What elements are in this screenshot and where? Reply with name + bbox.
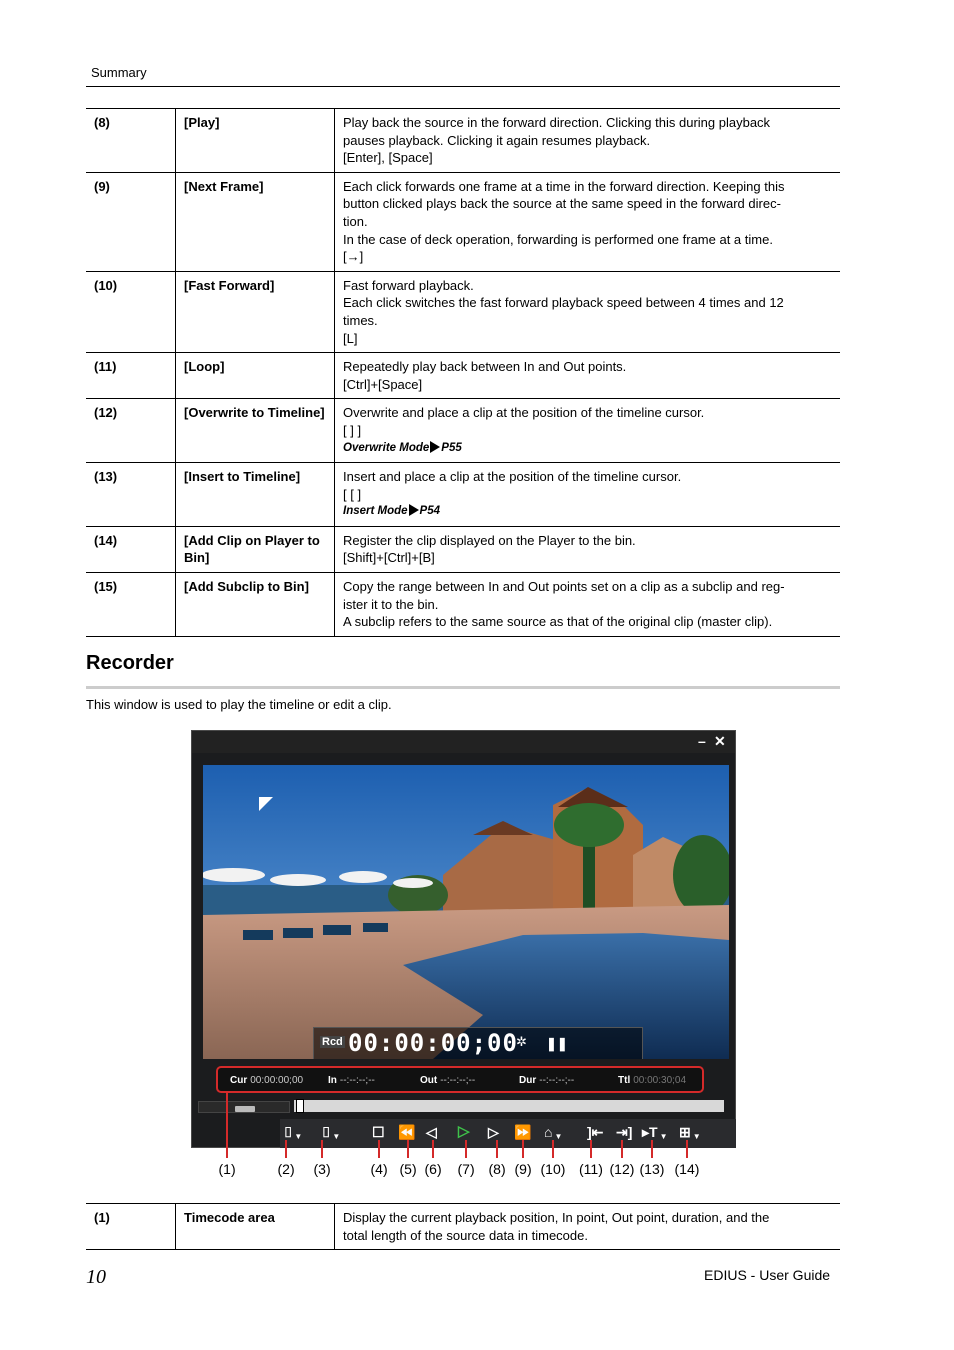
play-icon[interactable] [458,1124,470,1140]
control-glyph: ⏩ [514,1124,532,1140]
row-description [335,526,841,572]
row-number: (8) [86,109,176,173]
callout-label: (12) [609,1161,635,1177]
row-description [335,1204,841,1250]
description-line: Play back the source in the forward direction. Clicking this during playback [343,115,771,130]
description-line: Each click forwards one frame at a time in the forward direction. Keeping this [343,178,785,194]
description-line: [ ] ] [343,422,362,438]
description-line: Overwrite and place a clip at the position of the timeline cursor. [343,405,705,421]
resort-pool-image [203,765,729,1059]
callout-label: (5) [399,1161,417,1177]
callout-line [590,1140,592,1158]
close-icon[interactable]: ✕ [714,733,726,749]
row-number: (9) [86,172,176,271]
callout-line [321,1140,323,1158]
position-bar[interactable] [198,1099,724,1113]
video-preview [203,765,729,1059]
recorder-titlebar [192,731,735,753]
control-glyph: ☐ [372,1124,385,1140]
row-button-name: [Insert to Timeline] [176,463,335,527]
add-subclip-icon[interactable] [679,1124,701,1145]
control-glyph: ⏪ [398,1124,416,1140]
reference-text: Insert Mode [343,505,408,518]
callout-label: (6) [424,1161,442,1177]
guide-title: EDIUS - User Guide [704,1267,831,1283]
table-row [86,573,840,637]
row-number: (11) [86,353,176,399]
timecode-overlay [313,1027,643,1059]
overwrite-icon[interactable] [587,1124,603,1140]
cross-reference-link[interactable] [343,440,832,458]
row-button-name: [Next Frame] [176,172,335,271]
callout-label: (14) [674,1161,700,1177]
callout-label: (2) [277,1161,295,1177]
reference-page: P54 [419,505,441,518]
row-number: (1) [86,1204,176,1250]
control-glyph: ⇥] [616,1124,633,1140]
description-line: button clicked plays back the source at the same speed in the forward direc- [343,196,781,212]
callout-label: (11) [579,1161,603,1177]
insert-icon[interactable] [616,1124,632,1140]
section-intro: This window is used to play the timeline or edit a clip. [86,697,392,712]
callout-line [378,1140,380,1158]
minimize-icon[interactable]: – [698,733,706,749]
chevron-down-icon[interactable]: ▼ [659,1132,668,1141]
control-glyph: ⌂ [544,1124,553,1140]
safe-area-marker [259,797,273,811]
callout-label: (9) [514,1161,532,1177]
timecode-area [216,1066,704,1093]
row-description [335,573,841,637]
description-line: Each click switches the fast forward playback speed between 4 times and 12 [343,295,784,311]
cross-reference-link[interactable] [343,503,832,521]
control-glyph: ▸T [642,1124,658,1140]
description-line: In the case of deck operation, forwarding is performed one frame at a time. [343,231,773,247]
description-line: pauses playback. Clicking it again resumes playback. [343,132,651,148]
drop-frame-icon: ✲ [516,1034,527,1049]
callout-line [686,1140,688,1158]
pause-status-icon: ❚❚ [546,1036,568,1051]
control-glyph: ⌷ [322,1124,331,1140]
callout-line [432,1140,434,1158]
row-number: (10) [86,271,176,352]
callout-line [496,1140,498,1158]
chevron-down-icon[interactable]: ▼ [692,1132,701,1141]
chevron-down-icon[interactable]: ▼ [332,1132,341,1141]
row-description [335,463,841,527]
header-rule [86,86,840,87]
description-line: Copy the range between In and Out points set on a clip as a subclip and reg- [343,579,785,595]
description-line: Insert and place a clip at the position of the timeline cursor. [343,469,682,485]
control-glyph: ⊞ [679,1124,691,1140]
timecode-area-table [86,1203,840,1250]
callout-label: (4) [370,1161,388,1177]
description-line: [ [ ] [343,486,362,502]
row-number: (14) [86,526,176,572]
table-row [86,353,840,399]
row-button-name: [Loop] [176,353,335,399]
table-row [86,109,840,173]
callout-line [651,1140,653,1158]
add-clip-icon[interactable] [642,1124,668,1145]
stop-icon[interactable] [372,1124,385,1140]
control-glyph: ⌷ [284,1124,293,1140]
row-button-name: [Overwrite to Timeline] [176,399,335,463]
recorder-window [191,730,736,1148]
callout-label: (8) [488,1161,506,1177]
description-line: [Enter], [Space] [343,150,433,166]
reference-page: P55 [441,441,462,454]
description-line: [Ctrl]+[Space] [343,376,423,392]
description-line: [Shift]+[Ctrl]+[B] [343,550,435,566]
overlay-label: Rcd [322,1036,343,1048]
chevron-down-icon[interactable]: ▼ [294,1132,303,1141]
page-number: 10 [86,1266,106,1288]
callout-line [522,1140,524,1158]
table-row [86,526,840,572]
previous-frame-icon[interactable] [426,1124,437,1140]
tc-out: Out --:--:--;-- [420,1075,476,1086]
control-bar [280,1119,736,1148]
description-line: total length of the source data in timecode. [343,1227,588,1243]
callout-line [226,1093,228,1158]
description-line: A subclip refers to the same source as that of the original clip (master clip). [343,614,773,630]
description-line: tion. [343,213,368,229]
row-button-name: [Add Subclip to Bin] [176,573,335,637]
tc-dur: Dur --:--:--;-- [519,1075,575,1086]
section-rule [86,686,840,689]
row-number: (12) [86,399,176,463]
timeline-slider[interactable] [294,1100,724,1112]
callout-line [465,1140,467,1158]
row-button-name: [Play] [176,109,335,173]
description-line: Fast forward playback. [343,277,474,293]
description-line: Register the clip displayed on the Player to the bin. [343,532,636,548]
row-description [335,399,841,463]
table-row [86,1204,840,1250]
description-line: Repeatedly play back between In and Out points. [343,359,627,375]
callout-label: (10) [540,1161,566,1177]
control-glyph: ◁ [426,1124,437,1140]
callout-label: (3) [313,1161,331,1177]
tc-cur: Cur 00:00:00;00 [230,1075,304,1086]
callout-line [621,1140,623,1158]
next-frame-icon[interactable] [488,1124,499,1140]
control-glyph: ▷ [458,1123,470,1140]
fast-forward-icon[interactable] [514,1124,531,1140]
reference-text: Overwrite Mode [343,441,430,454]
control-glyph: ▷ [488,1124,499,1140]
callout-label: (7) [457,1161,475,1177]
callout-line [407,1140,409,1158]
description-line: ister it to the bin. [343,596,439,612]
shuttle-slider[interactable] [198,1101,290,1113]
description-line: times. [343,312,378,328]
row-button-name: [Add Clip on Player to Bin] [176,526,335,572]
row-number: (13) [86,463,176,527]
tc-ttl: Ttl 00:00:30;04 [618,1075,687,1086]
description-line: [L] [343,330,358,346]
table-row [86,463,840,527]
button-description-table [86,108,840,637]
description-line: Display the current playback position, In point, Out point, duration, and the [343,1210,770,1225]
rewind-icon[interactable] [398,1124,415,1140]
set-out-icon[interactable] [322,1124,340,1145]
callout-label: (13) [639,1161,665,1177]
callout-line [285,1140,287,1158]
row-button-name: Timecode area [176,1204,335,1250]
callout-label: (1) [218,1161,236,1177]
row-number: (15) [86,573,176,637]
chevron-down-icon[interactable]: ▼ [554,1132,563,1141]
overlay-timecode: 00:00:00;00 [348,1029,518,1057]
row-description [335,109,841,173]
table-row [86,271,840,352]
row-description [335,271,841,352]
table-row [86,399,840,463]
table-row [86,172,840,271]
control-glyph: ]⇤ [587,1124,604,1140]
section-title: Recorder [86,652,174,674]
running-header: Summary [91,65,147,80]
reference-arrow-icon [430,441,440,453]
shuttle-knob[interactable] [235,1106,255,1112]
description-line: [→] [343,249,364,265]
row-button-name: [Fast Forward] [176,271,335,352]
row-description [335,353,841,399]
tc-in: In --:--:--;-- [328,1075,375,1086]
row-description [335,172,841,271]
slider-playhead[interactable] [296,1099,304,1113]
callout-line [552,1140,554,1158]
reference-arrow-icon [409,504,419,516]
